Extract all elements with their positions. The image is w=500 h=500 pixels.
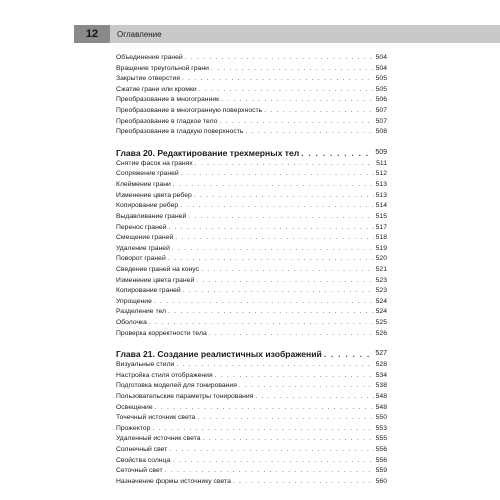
toc-entry-page: 520	[375, 255, 387, 263]
toc-entry-page: 553	[375, 424, 387, 432]
toc-entry-page: 559	[375, 467, 387, 475]
toc-entry-title: Преобразование в многогранник	[116, 96, 220, 104]
toc-entry-page: 524	[375, 308, 387, 316]
toc-entry-title: Изменение цвета ребер	[116, 191, 192, 199]
toc-entry-title: Точечный источник света	[116, 414, 196, 422]
toc-entry	[116, 254, 387, 265]
toc-entry	[116, 360, 387, 371]
table-of-contents	[116, 53, 387, 488]
toc-entry	[116, 223, 387, 234]
toc-entry-page: 560	[375, 477, 387, 485]
toc-entry-page: 525	[375, 319, 387, 326]
chapter-heading	[116, 147, 387, 159]
toc-entry-title: Проверка корректности тела	[116, 329, 207, 337]
dot-leader	[181, 169, 374, 180]
toc-entry-title: Поворот граней	[116, 255, 166, 263]
toc-entry-page: 511	[376, 159, 387, 167]
toc-entry-title: Преобразование в гладкую поверхность	[116, 128, 244, 136]
toc-entry	[116, 53, 387, 64]
toc-entry-page: 518	[375, 234, 387, 242]
toc-entry-page: 515	[375, 212, 387, 220]
toc-entry-page: 548	[375, 403, 387, 411]
chapter-heading-page: 509	[375, 148, 387, 156]
dot-leader	[215, 371, 374, 382]
toc-entry	[116, 307, 387, 318]
toc-entry	[116, 424, 387, 435]
toc-entry-page: 504	[375, 64, 387, 72]
dot-leader	[324, 348, 374, 360]
dot-leader	[173, 180, 374, 191]
toc-entry-page: 521	[375, 265, 387, 273]
page-number: 12	[74, 25, 110, 43]
header-title: Оглавление	[117, 29, 162, 39]
toc-entry-page: 538	[375, 382, 387, 390]
toc-entry-title: Преобразование в гладкое тело	[116, 117, 218, 125]
toc-entry-page: 524	[375, 297, 387, 305]
toc-entry	[116, 276, 387, 287]
dot-leader	[155, 403, 374, 414]
toc-entry-page: 506	[375, 96, 387, 104]
toc-entry-title: Снятие фасок на гранях	[116, 159, 193, 167]
dot-leader	[169, 445, 373, 456]
toc-entry-page: 504	[375, 53, 387, 61]
dot-leader	[152, 424, 373, 435]
toc-entry-title: Смещение граней	[116, 234, 174, 242]
dot-leader	[301, 147, 373, 159]
section-gap	[116, 138, 387, 147]
toc-entry	[116, 265, 387, 276]
toc-entry	[116, 191, 387, 202]
toc-entry	[116, 117, 387, 128]
dot-leader	[149, 318, 374, 329]
toc-entry	[116, 74, 387, 85]
toc-entry	[116, 159, 387, 170]
toc-entry	[116, 64, 387, 75]
toc-entry-page: 528	[375, 361, 387, 369]
toc-entry-title: Назначение формы источнику света	[116, 477, 231, 485]
toc-entry-title: Прожектор	[116, 424, 151, 432]
toc-entry-page: 534	[375, 371, 387, 379]
toc-entry-title: Закрытие отверстия	[116, 75, 180, 83]
toc-entry-page: 550	[375, 414, 387, 422]
toc-entry-title: Солнечный свет	[116, 446, 168, 454]
toc-entry-page: 505	[375, 75, 387, 83]
dot-leader	[239, 381, 374, 392]
toc-entry-page: 523	[375, 276, 387, 284]
toc-entry	[116, 403, 387, 414]
toc-entry-title: Вращение треугольной грани	[116, 64, 209, 72]
toc-entry-title: Сведение граней на конус	[116, 265, 200, 273]
dot-leader	[245, 127, 373, 138]
toc-entry-page: 556	[375, 446, 387, 454]
dot-leader	[201, 265, 374, 276]
toc-entry-page: 555	[375, 435, 387, 443]
dot-leader	[172, 244, 374, 255]
dot-leader	[175, 233, 373, 244]
toc-entry-title: Удаление граней	[116, 244, 170, 252]
dot-leader	[255, 392, 373, 403]
toc-entry	[116, 329, 387, 340]
dot-leader	[168, 254, 374, 265]
dot-leader	[211, 64, 374, 75]
toc-entry-title: Сжатие грани или кромки	[116, 85, 197, 93]
toc-entry	[116, 85, 387, 96]
toc-entry-page: 512	[375, 170, 387, 178]
toc-entry-page: 505	[375, 85, 387, 93]
toc-entry-page: 513	[375, 181, 387, 189]
dot-leader	[199, 85, 374, 96]
toc-entry-title: Клеймение грани	[116, 181, 171, 189]
toc-entry-title: Объединение граней	[116, 53, 183, 61]
toc-entry	[116, 466, 387, 477]
dot-leader	[219, 117, 373, 128]
toc-entry-title: Сопряжение граней	[116, 170, 179, 178]
toc-entry	[116, 413, 387, 424]
toc-entry	[116, 456, 387, 467]
toc-entry-page: 507	[375, 117, 387, 125]
toc-entry	[116, 212, 387, 223]
dot-leader	[168, 223, 373, 234]
dot-leader	[154, 297, 374, 308]
toc-entry	[116, 371, 387, 382]
toc-entry-title: Удаленный источник света	[116, 435, 201, 443]
toc-entry-title: Изменение цвета граней	[116, 276, 195, 284]
dot-leader	[196, 276, 373, 287]
toc-entry-title: Копирование граней	[116, 287, 181, 295]
toc-entry	[116, 297, 387, 308]
dot-leader	[209, 329, 374, 340]
toc-entry-page: 514	[375, 202, 387, 210]
section-gap	[116, 339, 387, 348]
toc-entry-title: Разделение тел	[116, 308, 167, 316]
toc-entry	[116, 127, 387, 138]
toc-entry	[116, 318, 387, 329]
dot-leader	[168, 307, 374, 318]
toc-entry-page: 523	[375, 287, 387, 295]
toc-entry-title: Копирование ребер	[116, 202, 179, 210]
toc-entry-title: Визуальные стили	[116, 361, 175, 369]
toc-entry-page: 507	[375, 107, 387, 115]
toc-entry	[116, 392, 387, 403]
toc-entry-title: Выдавливание граней	[116, 212, 187, 220]
toc-entry-title: Преобразование в многогранную поверхность	[116, 107, 263, 115]
dot-leader	[195, 159, 374, 170]
dot-leader	[221, 95, 374, 106]
toc-entry-page: 556	[375, 456, 387, 464]
dot-leader	[176, 360, 373, 371]
toc-entry-title: Освещение	[116, 403, 153, 411]
chapter-heading	[116, 348, 387, 360]
dot-leader	[233, 477, 374, 488]
chapter-heading-title: Глава 20. Редактирование трехмерных тел	[116, 147, 300, 158]
dot-leader	[185, 53, 374, 64]
chapter-heading-title: Глава 21. Создание реалистичных изображений	[116, 349, 322, 360]
toc-entry-title: Перенос граней	[116, 223, 167, 231]
toc-entry-title: Настройка стиля отображения	[116, 371, 213, 379]
toc-entry	[116, 169, 387, 180]
toc-entry	[116, 445, 387, 456]
dot-leader	[172, 456, 373, 467]
dot-leader	[180, 201, 373, 212]
toc-entry-title: Оболочка	[116, 319, 147, 326]
toc-entry	[116, 381, 387, 392]
toc-entry	[116, 477, 387, 488]
dot-leader	[194, 191, 374, 202]
toc-entry-page: 517	[375, 223, 387, 231]
chapter-heading-page: 527	[375, 350, 387, 358]
toc-entry	[116, 244, 387, 255]
toc-entry-title: Подготовка моделей для тонирования	[116, 382, 237, 390]
toc-entry-page: 508	[375, 128, 387, 136]
toc-entry	[116, 95, 387, 106]
toc-entry-title: Свойства солнца	[116, 456, 171, 464]
dot-leader	[202, 434, 373, 445]
toc-entry-title: Упрощение	[116, 297, 152, 305]
toc-entry	[116, 435, 387, 446]
toc-entry	[116, 106, 387, 117]
toc-entry-title: Сеточный свет	[116, 467, 163, 475]
dot-leader	[197, 413, 373, 424]
toc-entry	[116, 180, 387, 191]
toc-entry	[116, 233, 387, 244]
toc-entry-page: 519	[375, 244, 387, 252]
running-header	[74, 25, 500, 43]
dot-leader	[165, 466, 374, 477]
dot-leader	[183, 286, 374, 297]
toc-entry-page: 526	[375, 329, 387, 337]
dot-leader	[182, 74, 374, 85]
toc-entry-page: 548	[375, 393, 387, 401]
toc-entry	[116, 201, 387, 212]
dot-leader	[264, 106, 373, 117]
toc-entry	[116, 286, 387, 297]
dot-leader	[188, 212, 373, 223]
toc-entry-page: 513	[375, 191, 387, 199]
toc-entry-title: Пользовательские параметры тонирования	[116, 393, 254, 401]
